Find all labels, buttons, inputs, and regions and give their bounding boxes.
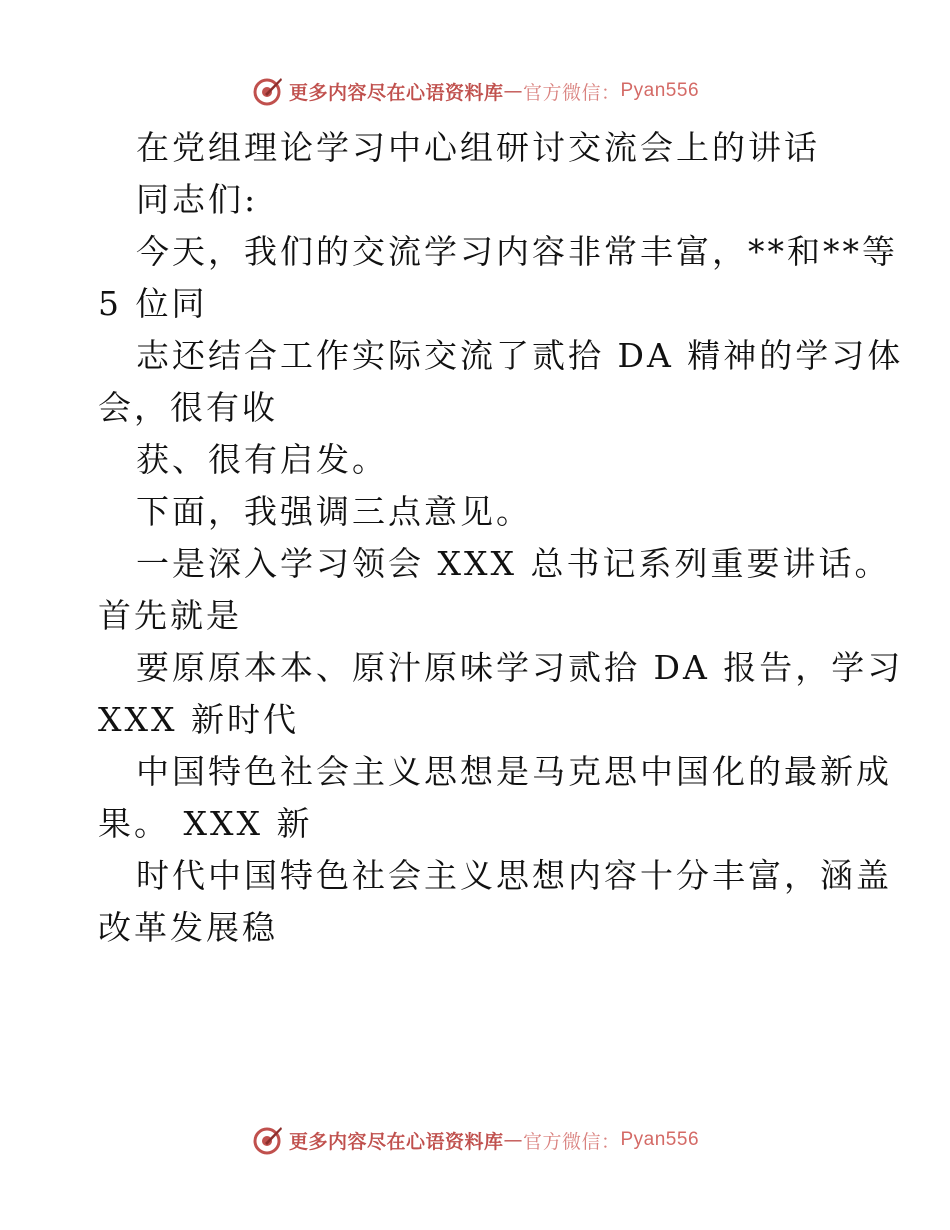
watermark-wechat-id: Pyan556 <box>620 80 700 101</box>
doc-line: 在党组理论学习中心组研讨交流会上的讲话 <box>136 128 820 167</box>
doc-line: 一是深入学习领会 XXX 总书记系列重要讲话。 <box>136 544 891 583</box>
doc-line: 5 位同 <box>98 284 208 323</box>
doc-line: 中国特色社会主义思想是马克思中国化的最新成 <box>136 752 892 791</box>
quill-logo-icon <box>251 1123 285 1157</box>
watermark-main-text: 更多内容尽在心语资料库 <box>288 81 504 104</box>
document-body <box>98 122 904 954</box>
doc-line: 获、很有启发。 <box>136 440 388 479</box>
footer-watermark <box>0 1120 950 1160</box>
doc-line: 果。 XXX 新 <box>98 804 313 843</box>
doc-line: 首先就是 <box>98 596 242 635</box>
doc-line: 同志们: <box>136 180 259 219</box>
watermark-main-text: 更多内容尽在心语资料库 <box>288 1130 504 1153</box>
header-watermark <box>0 71 950 111</box>
doc-line: 志还结合工作实际交流了贰拾 DA 精神的学习体 <box>136 336 904 375</box>
doc-line: 今天，我们的交流学习内容非常丰富，**和**等 <box>136 232 898 271</box>
watermark-wechat-label: 官方微信： <box>522 81 621 104</box>
doc-line: XXX 新时代 <box>98 700 299 739</box>
doc-line: 下面，我强调三点意见。 <box>136 492 532 531</box>
watermark-separator: — <box>503 1129 523 1151</box>
doc-line: 时代中国特色社会主义思想内容十分丰富，涵盖 <box>136 856 892 895</box>
watermark-wechat-label: 官方微信： <box>522 1130 621 1153</box>
quill-logo-icon <box>251 74 285 108</box>
doc-line: 要原原本本、原汁原味学习贰拾 DA 报告，学习 <box>136 648 904 687</box>
watermark-separator: — <box>503 80 523 102</box>
watermark-wechat-id: Pyan556 <box>620 1129 700 1150</box>
doc-line: 会，很有收 <box>98 388 278 427</box>
doc-line: 改革发展稳 <box>98 908 278 947</box>
